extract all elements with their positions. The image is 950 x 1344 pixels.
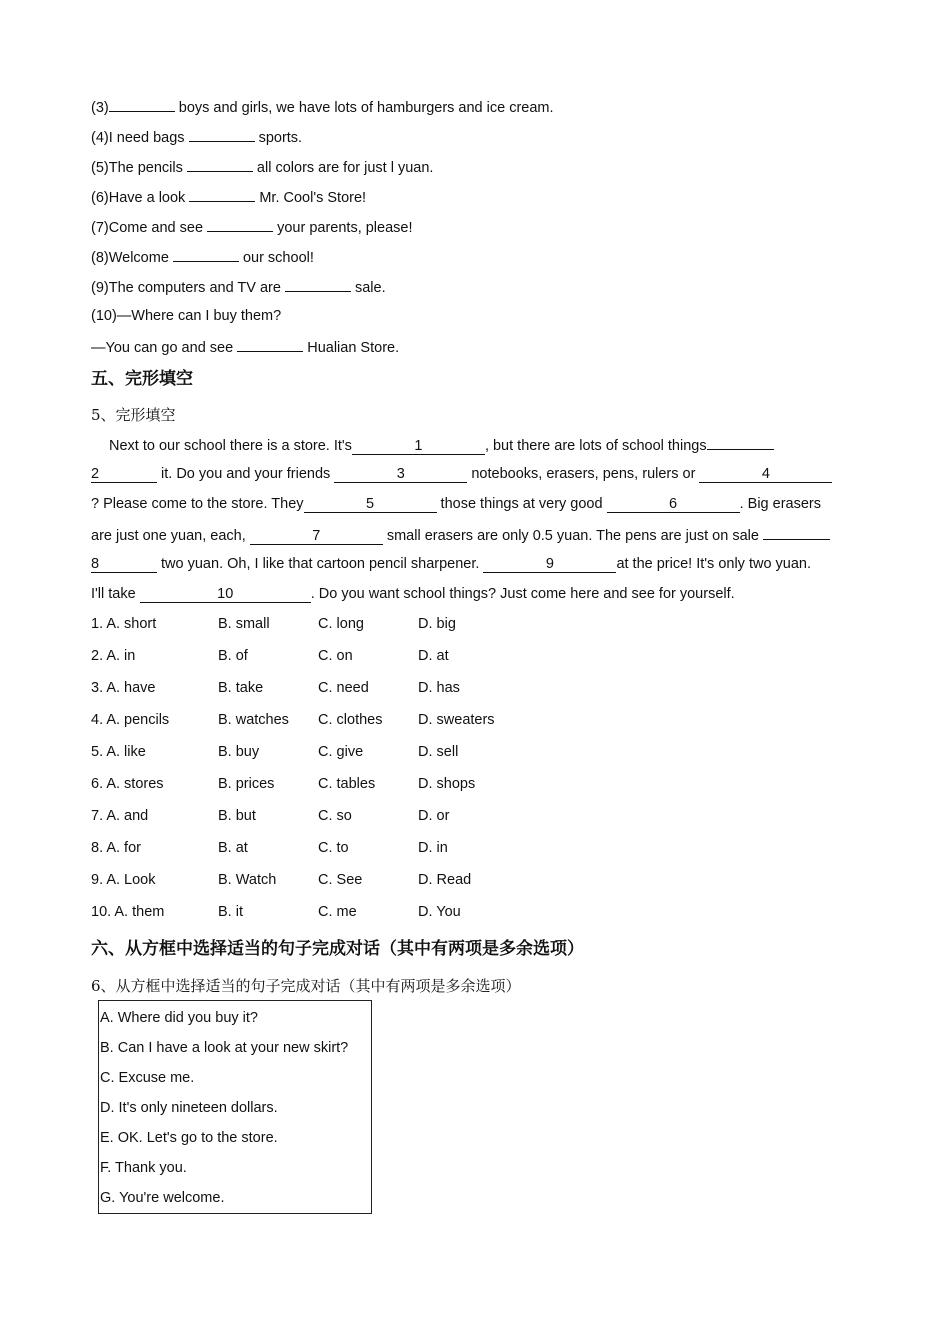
fill-text: (6)Have a look <box>91 190 190 206</box>
cloze-blank-3[interactable]: 3 <box>334 466 467 483</box>
fill-text: our school! <box>238 250 314 266</box>
passage-line-4 <box>91 525 830 545</box>
option-a[interactable]: 4. A. pencils <box>91 712 170 728</box>
option-d[interactable]: D. sell <box>418 744 459 760</box>
answer-blank[interactable] <box>189 127 255 142</box>
passage-text: I'll take <box>91 586 140 602</box>
passage-line-1 <box>109 435 774 455</box>
fill-line-8 <box>91 247 314 267</box>
answer-blank[interactable] <box>109 97 175 112</box>
fill-line-7 <box>91 217 413 237</box>
fill-text: Mr. Cool's Store! <box>255 190 367 206</box>
option-a[interactable]: 3. A. have <box>91 680 156 696</box>
answer-blank[interactable] <box>285 277 351 292</box>
passage-text: Next to our school there is a store. It's <box>109 438 352 454</box>
option-a[interactable]: 5. A. like <box>91 744 146 760</box>
fill-text: sale. <box>350 280 386 296</box>
cloze-blank-5[interactable]: 5 <box>304 496 437 513</box>
choice-box <box>98 1000 372 1214</box>
choice-item-c: C. Excuse me. <box>100 1070 195 1086</box>
fill-line-4 <box>91 127 302 147</box>
fill-text: (3) <box>91 100 109 116</box>
cloze-blank-8-start[interactable] <box>763 525 830 540</box>
section-6-heading: 六、从方框中选择适当的句子完成对话（其中有两项是多余选项） <box>91 939 584 959</box>
option-b[interactable]: B. but <box>218 808 256 824</box>
passage-text: two yuan. Oh, I like that cartoon pencil sharpener. <box>157 556 484 572</box>
option-d[interactable]: D. shops <box>418 776 476 792</box>
option-d[interactable]: D. has <box>418 680 460 696</box>
cloze-blank-7[interactable]: 7 <box>250 528 383 545</box>
fill-line-3 <box>91 97 554 117</box>
answer-blank[interactable] <box>207 217 273 232</box>
option-a[interactable]: 8. A. for <box>91 840 141 856</box>
cloze-blank-9[interactable]: 9 <box>483 556 616 573</box>
fill-text: (7)Come and see <box>91 220 208 236</box>
fill-text: Hualian Store. <box>303 340 400 356</box>
option-d[interactable]: D. at <box>418 648 449 664</box>
option-a[interactable]: 1. A. short <box>91 616 157 632</box>
question-6-title: 6、从方框中选择适当的句子完成对话（其中有两项是多余选项） <box>91 977 521 995</box>
option-c[interactable]: C. clothes <box>318 712 383 728</box>
choice-item-b: B. Can I have a look at your new skirt? <box>100 1040 349 1056</box>
cloze-blank-8[interactable]: 8 <box>91 556 157 573</box>
fill-line-6 <box>91 187 366 207</box>
option-a[interactable]: 2. A. in <box>91 648 136 664</box>
passage-text: are just one yuan, each, <box>91 528 250 544</box>
passage-text: at the price! It's only two yuan. <box>616 556 812 572</box>
option-c[interactable]: C. give <box>318 744 364 760</box>
passage-text: , but there are lots of school things <box>484 438 707 454</box>
answer-blank[interactable] <box>173 247 239 262</box>
fill-text: (9)The computers and TV are <box>91 280 285 296</box>
fill-text: sports. <box>254 130 303 146</box>
option-d[interactable]: D. sweaters <box>418 712 495 728</box>
fill-line-9 <box>91 277 386 297</box>
fill-text: (5)The pencils <box>91 160 187 176</box>
option-b[interactable]: B. of <box>218 648 248 664</box>
option-d[interactable]: D. or <box>418 808 450 824</box>
section-5-heading: 五、完形填空 <box>91 369 193 389</box>
passage-text: small erasers are only 0.5 yuan. The pens are just on sale <box>382 528 763 544</box>
passage-line-2 <box>91 465 832 483</box>
fill-text: your parents, please! <box>273 220 413 236</box>
passage-text: . Do you want school things? Just come here and see for yourself. <box>310 586 735 602</box>
option-b[interactable]: B. at <box>218 840 248 856</box>
cloze-blank-10[interactable]: 10 <box>140 586 311 603</box>
option-a[interactable]: 9. A. Look <box>91 872 156 888</box>
option-b[interactable]: B. prices <box>218 776 275 792</box>
choice-item-e: E. OK. Let's go to the store. <box>100 1130 278 1146</box>
option-c[interactable]: C. long <box>318 616 364 632</box>
choice-item-f: F. Thank you. <box>100 1160 187 1176</box>
option-c[interactable]: C. so <box>318 808 352 824</box>
option-b[interactable]: B. watches <box>218 712 289 728</box>
fill-text: all colors are for just l yuan. <box>252 160 434 176</box>
answer-blank[interactable] <box>189 187 255 202</box>
choice-item-g: G. You're welcome. <box>100 1190 225 1206</box>
option-d[interactable]: D. big <box>418 616 456 632</box>
option-a[interactable]: 7. A. and <box>91 808 149 824</box>
cloze-blank-2-start[interactable] <box>707 435 774 450</box>
cloze-blank-1[interactable]: 1 <box>352 438 485 455</box>
question-5-title: 5、完形填空 <box>91 406 176 424</box>
choice-item-d: D. It's only nineteen dollars. <box>100 1100 278 1116</box>
option-c[interactable]: C. to <box>318 840 349 856</box>
passage-line-5 <box>91 555 811 573</box>
option-d[interactable]: D. You <box>418 904 461 920</box>
fill-text: boys and girls, we have lots of hamburgers and ice cream. <box>174 100 554 116</box>
option-c[interactable]: C. need <box>318 680 369 696</box>
option-c[interactable]: C. on <box>318 648 353 664</box>
option-d[interactable]: D. in <box>418 840 448 856</box>
option-a[interactable]: 6. A. stores <box>91 776 164 792</box>
answer-blank[interactable] <box>187 157 253 172</box>
cloze-blank-2[interactable]: 2 <box>91 466 157 483</box>
option-b[interactable]: B. it <box>218 904 243 920</box>
passage-text: notebooks, erasers, pens, rulers or <box>467 466 700 482</box>
answer-blank[interactable] <box>237 337 303 352</box>
choice-item-a: A. Where did you buy it? <box>100 1010 258 1026</box>
option-c[interactable]: C. tables <box>318 776 376 792</box>
option-b[interactable]: B. small <box>218 616 270 632</box>
fill-line-5 <box>91 157 433 177</box>
option-d[interactable]: D. Read <box>418 872 472 888</box>
fill-text: (4)I need bags <box>91 130 189 146</box>
option-c[interactable]: C. See <box>318 872 363 888</box>
passage-text: . Big erasers <box>739 496 821 512</box>
fill-text: —You can go and see <box>91 340 238 356</box>
fill-line-10-question: (10)—Where can I buy them? <box>91 308 282 324</box>
option-b[interactable]: B. Watch <box>218 872 277 888</box>
cloze-blank-4[interactable]: 4 <box>699 466 832 483</box>
passage-line-3 <box>91 495 821 513</box>
passage-line-6 <box>91 585 735 603</box>
option-b[interactable]: B. take <box>218 680 264 696</box>
passage-text: it. Do you and your friends <box>157 466 335 482</box>
option-c[interactable]: C. me <box>318 904 357 920</box>
option-b[interactable]: B. buy <box>218 744 260 760</box>
passage-text: those things at very good <box>436 496 607 512</box>
passage-text: ? Please come to the store. They <box>91 496 304 512</box>
option-a[interactable]: 10. A. them <box>91 904 165 920</box>
cloze-blank-6[interactable]: 6 <box>607 496 740 513</box>
fill-text: (8)Welcome <box>91 250 173 266</box>
fill-line-10-answer <box>91 337 399 357</box>
